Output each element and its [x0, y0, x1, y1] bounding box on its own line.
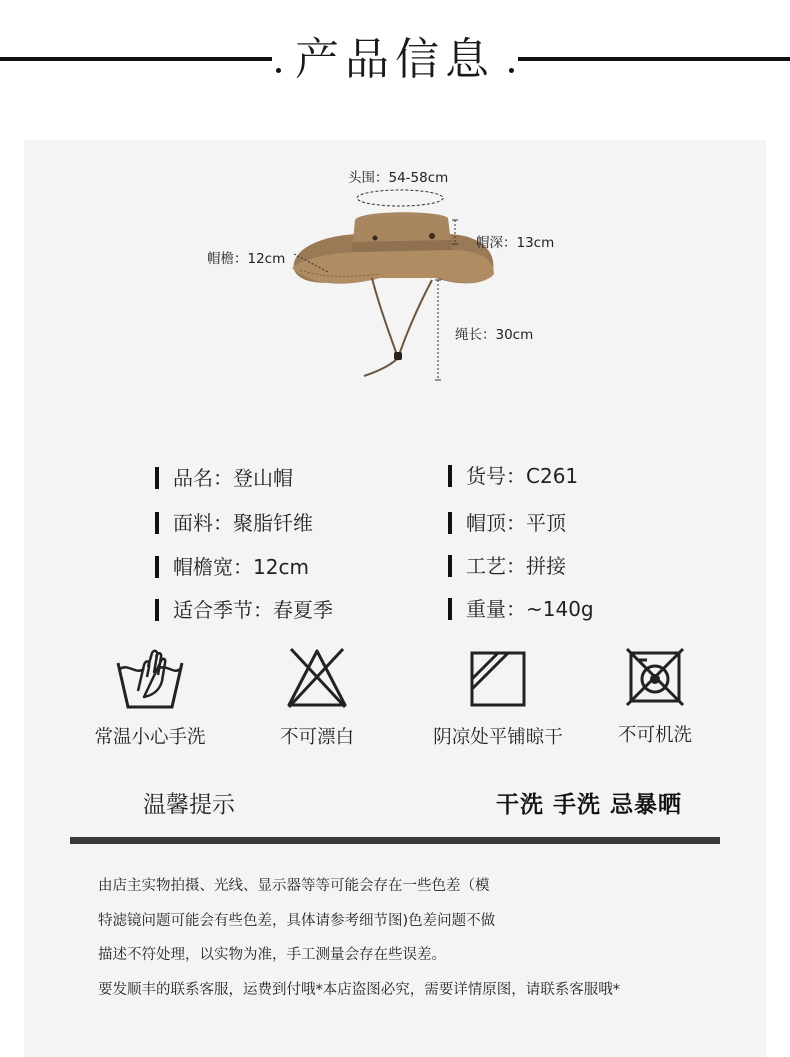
- spec-text: 重量：~140g: [466, 597, 594, 621]
- spec-left-0: [155, 464, 293, 492]
- spec-left-2: [155, 553, 309, 581]
- care-label: 常温小心手洗: [94, 727, 206, 748]
- spec-right-3: [448, 595, 594, 623]
- spec-bar: [448, 555, 452, 577]
- spec-bar: [155, 599, 159, 621]
- tips-line: 特滤镜问题可能会有些色差，具体请参考细节图)色差问题不做: [98, 912, 496, 929]
- care-label: 不可机洗: [617, 725, 692, 746]
- tips-divider: [70, 837, 720, 844]
- spec-text: 工艺：拼接: [466, 554, 566, 578]
- tips-line: 由店主实物拍摄、光线、显示器等等可能会存在一些色差（模: [98, 878, 490, 894]
- spec-bar: [155, 512, 159, 534]
- care-label: 阴凉处平铺晾干: [433, 727, 563, 748]
- tips-line: 要发顺丰的联系客服，运费到付哦*本店盗图必究，需要详情原图，请联系客服哦*: [98, 981, 620, 998]
- hand-wash-icon: [114, 645, 186, 711]
- head-circumference-label: 头围：54-58cm: [348, 170, 449, 186]
- spec-text: 帽檐宽：12cm: [173, 555, 309, 579]
- tips-title: 温馨提示: [143, 792, 235, 818]
- care-no-machine-wash: [575, 645, 735, 747]
- brim-width-label: 帽檐：12cm: [207, 251, 286, 267]
- spec-text: 帽顶：平顶: [466, 511, 566, 535]
- no-bleach-icon: [285, 645, 349, 711]
- spec-bar: [155, 556, 159, 578]
- page-title: 产品信息: [295, 34, 495, 85]
- spec-left-3: [155, 596, 333, 624]
- spec-right-0: [448, 462, 578, 490]
- spec-text: 品名：登山帽: [173, 466, 293, 490]
- dry-flat-shade-icon: [468, 649, 528, 709]
- care-label: 不可漂白: [279, 727, 354, 748]
- spec-text: 面料：聚脂钎维: [173, 511, 313, 535]
- tips-line: 描述不符处理，以实物为准，手工测量会存在些误差。: [98, 947, 446, 963]
- care-hand-wash: [70, 645, 230, 749]
- tips-highlight: 干洗 手洗 忌暴晒: [495, 792, 682, 818]
- hat-image: [280, 180, 510, 390]
- spec-bar: [155, 467, 159, 489]
- spec-bar: [448, 512, 452, 534]
- cord-length-label: 绳长：30cm: [455, 327, 534, 343]
- spec-right-1: [448, 509, 566, 537]
- header-rule-right: [518, 57, 790, 61]
- spec-text: 适合季节：春夏季: [173, 598, 333, 622]
- no-machine-wash-icon: [625, 645, 685, 709]
- header-dot-right: [509, 68, 514, 73]
- care-no-bleach: [237, 645, 397, 749]
- spec-bar: [448, 598, 452, 620]
- spec-right-2: [448, 552, 566, 580]
- hat-depth-label: 帽深：13cm: [476, 235, 555, 251]
- spec-bar: [448, 465, 452, 487]
- care-dry-flat-shade: [418, 645, 578, 749]
- spec-text: 货号：C261: [466, 464, 579, 488]
- spec-left-1: [155, 509, 313, 537]
- tips-notes: [98, 876, 738, 1014]
